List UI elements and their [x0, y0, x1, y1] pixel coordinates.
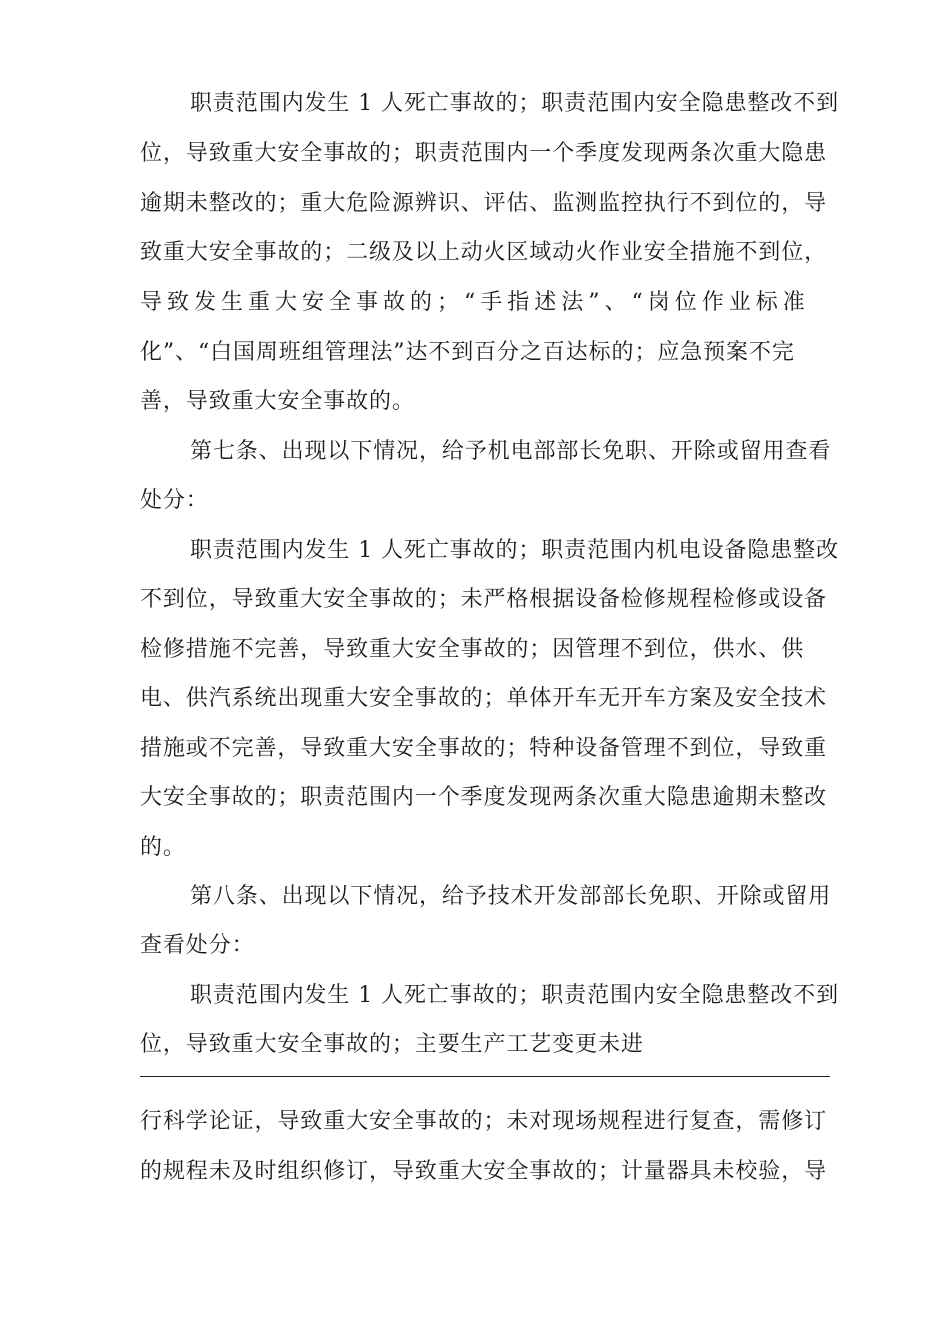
text-line: 导致发生重大安全事故的；“手指述法”、“岗位作业标准 — [140, 290, 810, 315]
text-line: 致重大安全事故的；二级及以上动火区域动火作业安全措施不到位， — [140, 240, 828, 265]
text-line: 的。 — [140, 835, 186, 860]
text-line: 行科学论证，导致重大安全事故的；未对现场规程进行复查，需修订 — [140, 1109, 828, 1134]
text-line: 的规程未及时组织修订，导致重大安全事故的；计量器具未校验，导 — [140, 1159, 828, 1184]
text-line: 大安全事故的；职责范围内一个季度发现两条次重大隐患逾期未整改 — [140, 785, 828, 810]
text-line: 检修措施不完善，导致重大安全事故的；因管理不到位，供水、供 — [140, 637, 805, 662]
text-line: 位，导致重大安全事故的；职责范围内一个季度发现两条次重大隐患 — [140, 141, 828, 166]
text-line: 查看处分： — [140, 933, 255, 958]
text-line: 逾期未整改的；重大危险源辨识、评估、监测监控执行不到位的，导 — [140, 191, 828, 216]
article-heading: 第七条、出现以下情况，给予机电部部长免职、开除或留用查看 — [190, 439, 832, 464]
text-line: 善，导致重大安全事故的。 — [140, 389, 415, 414]
text-line: 职责范围内发生 1 人死亡事故的；职责范围内机电设备隐患整改 — [190, 538, 839, 563]
text-line: 职责范围内发生 1 人死亡事故的；职责范围内安全隐患整改不到 — [190, 91, 839, 116]
text-line: 电、供汽系统出现重大安全事故的；单体开车无开车方案及安全技术 — [140, 686, 828, 711]
text-line: 职责范围内发生 1 人死亡事故的；职责范围内安全隐患整改不到 — [190, 983, 839, 1008]
article-heading: 第八条、出现以下情况，给予技术开发部部长免职、开除或留用 — [190, 884, 832, 909]
text-line: 处分： — [140, 488, 209, 513]
text-line: 位，导致重大安全事故的；主要生产工艺变更未进 — [140, 1032, 644, 1057]
text-line: 不到位，导致重大安全事故的；未严格根据设备检修规程检修或设备 — [140, 587, 828, 612]
text-line: 化”、“白国周班组管理法”达不到百分之百达标的；应急预案不完 — [140, 340, 795, 365]
page-divider — [140, 1076, 830, 1077]
text-line: 措施或不完善，导致重大安全事故的；特种设备管理不到位，导致重 — [140, 736, 828, 761]
